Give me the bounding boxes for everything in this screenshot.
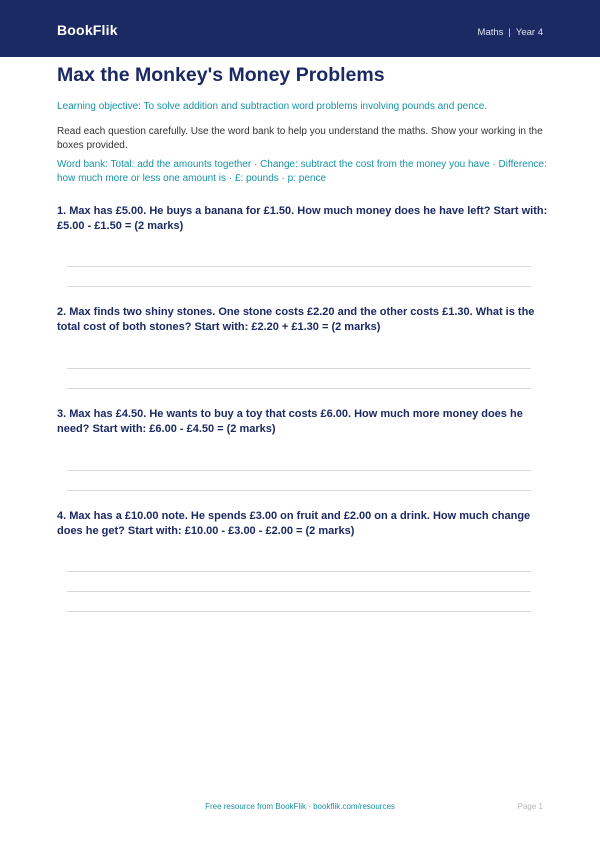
answer-line[interactable] <box>67 490 531 491</box>
answer-line[interactable] <box>67 470 531 471</box>
answer-line[interactable] <box>67 611 531 612</box>
question-1: 1. Max has £5.00. He buys a banana for £1.50. How much money does he have left? Start with: £5.00 - £1.50 = (2 marks) <box>57 205 548 232</box>
instructions-text: Read each question carefully. Use the word bank to help you understand the maths. Show your working in the boxes provided. <box>57 126 543 151</box>
page-header <box>0 0 600 57</box>
answer-line[interactable] <box>67 368 531 369</box>
question-2: 2. Max finds two shiny stones. One stone costs £2.20 and the other costs £1.30. What is the total cost of both stones? Start with: £2.20 + £1.30 = (2 marks) <box>57 306 535 333</box>
subject-label: Maths <box>477 27 504 38</box>
question-3: 3. Max has £4.50. He wants to buy a toy that costs £6.00. How much more money does he need? Start with: £6.00 - £4.50 = (2 marks) <box>57 408 523 435</box>
brand-logo-text: BookFlik <box>57 22 118 38</box>
year-label: Year 4 <box>515 27 543 38</box>
subject-year-label <box>478 27 543 38</box>
question-4: 4. Max has a £10.00 note. He spends £3.00 on fruit and £2.00 on a drink. How much change does he get? Start with: £10.00 - £3.00 - £2.00 = (2 marks) <box>57 510 531 537</box>
footer-source-link[interactable]: Free resource from BookFlik · bookflik.com/resources <box>205 802 395 811</box>
learning-objective: Learning objective: To solve addition and subtraction word problems involving pounds and pence. <box>57 101 488 112</box>
answer-line[interactable] <box>67 286 531 287</box>
word-bank: Word bank: Total: add the amounts together · Change: subtract the cost from the money you have · Difference: how much more or less one amount is · £: pounds · p: pence <box>57 159 547 184</box>
meta-separator: | <box>508 27 511 38</box>
page-number: Page 1 <box>517 802 543 811</box>
answer-line[interactable] <box>67 266 531 267</box>
answer-line[interactable] <box>67 571 531 572</box>
worksheet-title: Max the Monkey's Money Problems <box>57 64 385 86</box>
answer-line[interactable] <box>67 388 531 389</box>
answer-line[interactable] <box>67 591 531 592</box>
